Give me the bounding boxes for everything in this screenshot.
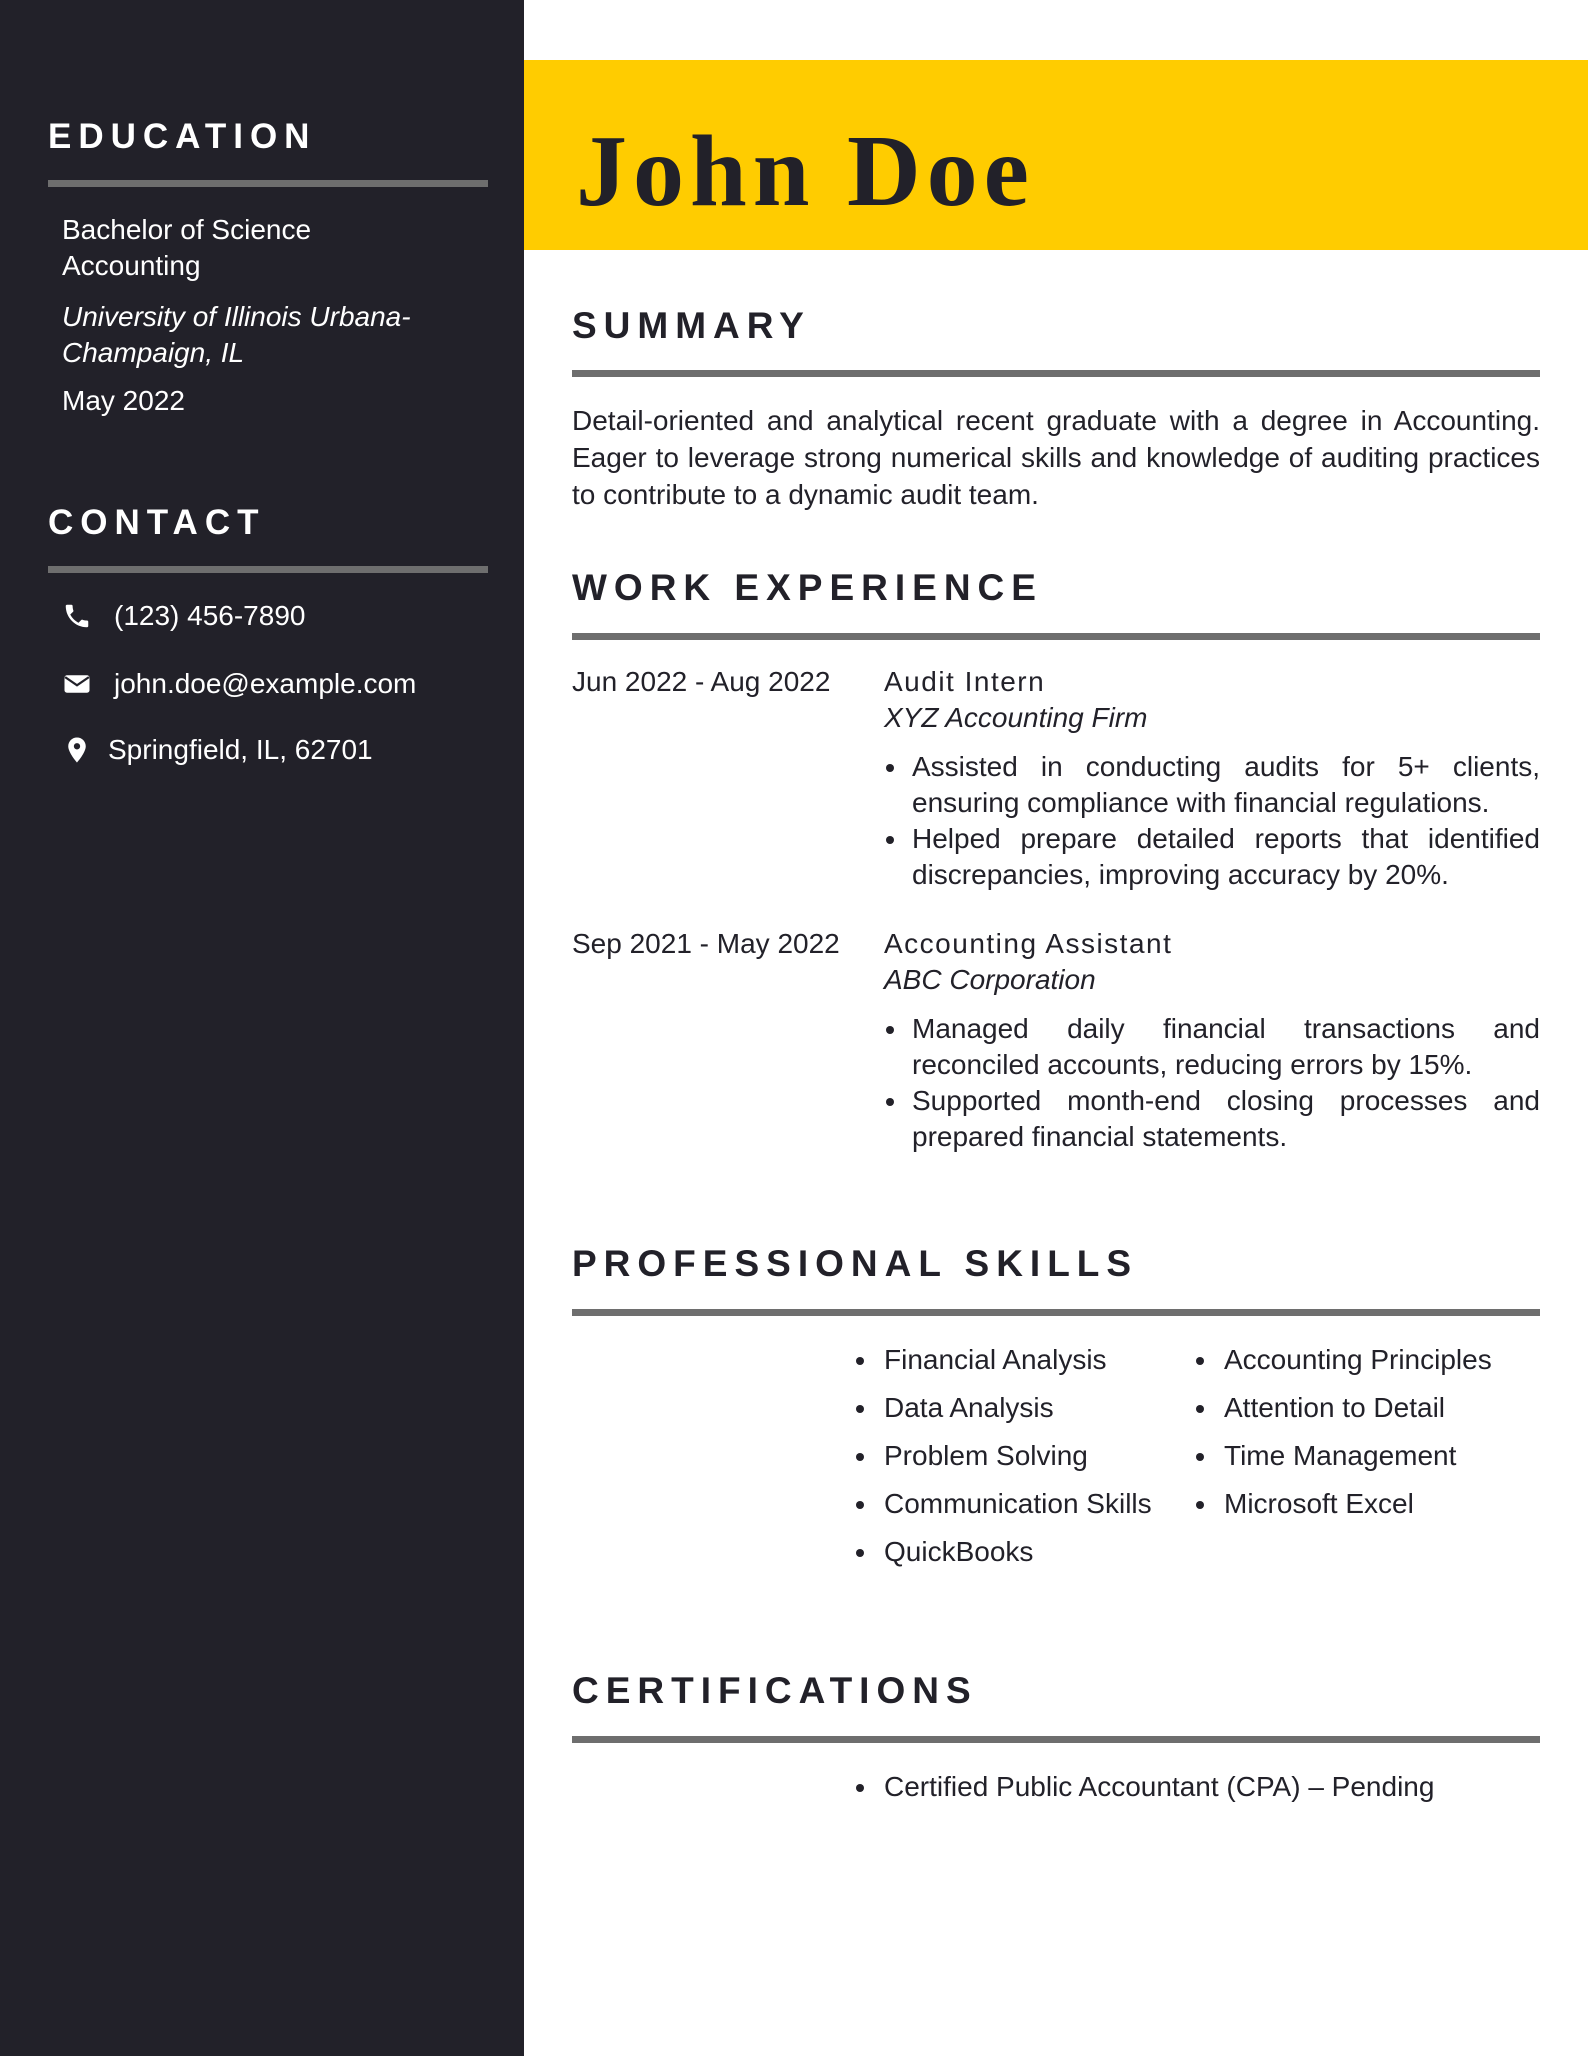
education-date: May 2022: [62, 385, 185, 416]
summary-text: Detail-oriented and analytical recent graduate with a degree in Accounting. Eager to leverage strong numerical skills and knowledge of auditing practices to contribute to a dynamic audit team.: [572, 405, 1540, 510]
skill-item: Time Management: [1192, 1432, 1492, 1480]
job-bullet: Helped prepare detailed reports that identified discrepancies, improving accuracy by 20%.: [884, 821, 1540, 893]
skill-item: Attention to Detail: [1192, 1384, 1492, 1432]
contact-location: [62, 730, 373, 770]
skills-heading: PROFESSIONAL SKILLS: [572, 1243, 1139, 1284]
job-bullet: Managed daily financial transactions and reconciled accounts, reducing errors by 15%.: [884, 1011, 1540, 1083]
name-banner: [524, 60, 1588, 250]
contact-email-text[interactable]: john.doe@example.com: [114, 668, 417, 699]
last-name: Doe: [846, 115, 1035, 228]
contact-email: [62, 664, 416, 704]
job-bullets: [884, 749, 1540, 893]
contact-location-text: Springfield, IL, 62701: [108, 734, 373, 765]
experience-heading: WORK EXPERIENCE: [572, 567, 1043, 608]
skills-divider: [572, 1309, 1540, 1316]
education-school: University of Illinois Urbana-Champaign, IL: [62, 301, 411, 368]
map-pin-icon: [62, 735, 92, 765]
job-title: Audit Intern: [884, 666, 1046, 697]
sidebar: [0, 0, 524, 2056]
skill-item: Accounting Principles: [1192, 1336, 1492, 1384]
job-dates: Sep 2021 - May 2022: [572, 928, 840, 959]
education-degree: Bachelor of Science Accounting: [62, 214, 312, 281]
contact-phone-text[interactable]: (123) 456-7890: [114, 600, 306, 631]
certification-item: Certified Public Accountant (CPA) – Pending: [852, 1763, 1434, 1811]
skills-column-1: [852, 1336, 1152, 1576]
candidate-name: [576, 112, 1035, 232]
job-bullets: [884, 1011, 1540, 1155]
envelope-icon: [62, 669, 92, 699]
skill-item: Communication Skills: [852, 1480, 1152, 1528]
skill-item: Financial Analysis: [852, 1336, 1152, 1384]
certifications-divider: [572, 1736, 1540, 1743]
education-heading: EDUCATION: [48, 117, 317, 156]
experience-divider: [572, 633, 1540, 640]
skill-item: Data Analysis: [852, 1384, 1152, 1432]
first-name: John: [576, 115, 816, 228]
certifications-list: [852, 1763, 1434, 1811]
job-company: ABC Corporation: [884, 964, 1096, 995]
skill-item: Problem Solving: [852, 1432, 1152, 1480]
job-title: Accounting Assistant: [884, 928, 1173, 959]
skill-item: Microsoft Excel: [1192, 1480, 1492, 1528]
summary-divider: [572, 370, 1540, 377]
job-bullet: Assisted in conducting audits for 5+ clients, ensuring compliance with financial regulations.: [884, 749, 1540, 821]
phone-icon: [62, 601, 92, 631]
job-dates: Jun 2022 - Aug 2022: [572, 666, 831, 697]
skills-column-2: [1192, 1336, 1492, 1528]
skill-item: QuickBooks: [852, 1528, 1152, 1576]
contact-phone: [62, 596, 305, 636]
job-bullet: Supported month-end closing processes and prepared financial statements.: [884, 1083, 1540, 1155]
contact-divider: [48, 566, 488, 573]
certifications-heading: CERTIFICATIONS: [572, 1670, 978, 1711]
job-company: XYZ Accounting Firm: [884, 702, 1148, 733]
contact-heading: CONTACT: [48, 503, 266, 542]
education-divider: [48, 180, 488, 187]
summary-heading: SUMMARY: [572, 305, 811, 346]
